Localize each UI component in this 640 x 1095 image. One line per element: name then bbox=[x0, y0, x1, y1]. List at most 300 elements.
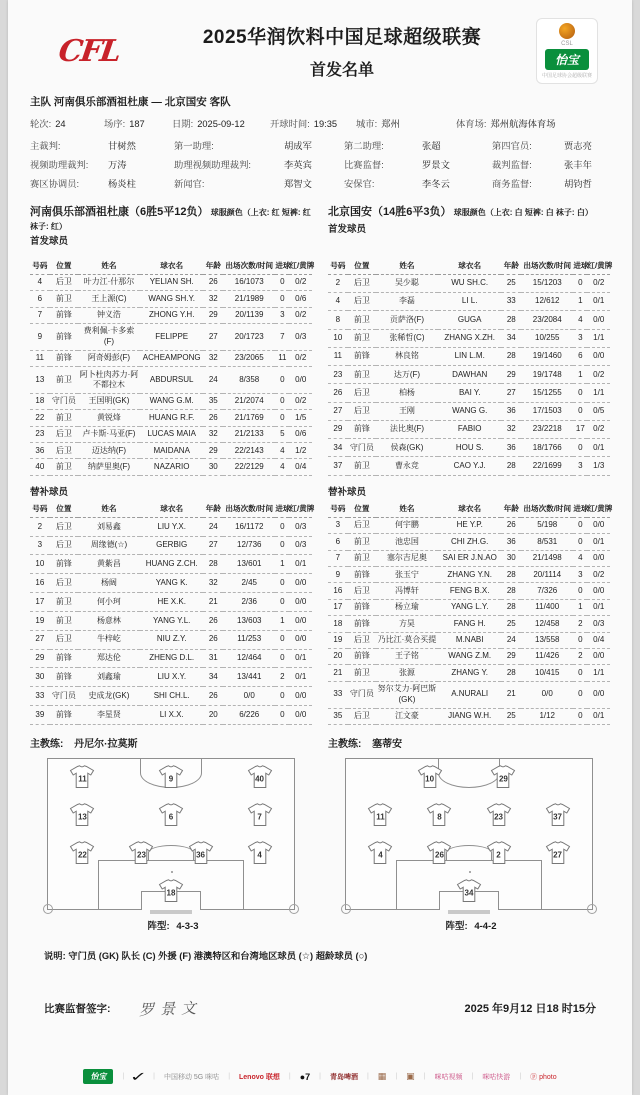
player-cell: YANG K. bbox=[140, 574, 203, 593]
player-cell: 12/736 bbox=[223, 536, 275, 555]
player-cell: 守门员 bbox=[50, 393, 78, 409]
player-cell: 前锋 bbox=[50, 350, 78, 366]
player-cell: 21 bbox=[203, 593, 223, 612]
corner-arc bbox=[43, 904, 53, 914]
player-cell: 前卫 bbox=[50, 459, 78, 475]
player-cell: 纳萨里奥(F) bbox=[78, 459, 140, 475]
jersey-icon: 7 bbox=[247, 803, 273, 827]
official-role: 助理视频助理裁判: bbox=[174, 160, 251, 170]
player-cell: 何宇鹏 bbox=[376, 517, 438, 533]
player-cell: 2 bbox=[328, 274, 348, 292]
player-cell: 0 bbox=[573, 517, 587, 533]
info-pair: 体育场: 郑州航海体育场 bbox=[456, 119, 556, 129]
player-cell: 0 bbox=[275, 410, 289, 426]
player-cell: 0/6 bbox=[289, 426, 312, 442]
csl-ball-icon bbox=[559, 23, 575, 39]
sponsor-logo: 咪咕快游 bbox=[482, 1073, 511, 1081]
player-cell: LUCAS MAIA bbox=[140, 426, 203, 442]
player-cell: 8 bbox=[328, 311, 348, 329]
official-name: 甘树然 bbox=[108, 141, 136, 151]
player-cell: 4 bbox=[573, 550, 587, 566]
jersey-icon: 2 bbox=[486, 841, 512, 865]
player-cell: 20/1114 bbox=[521, 567, 573, 583]
player-cell: 10/255 bbox=[521, 329, 573, 347]
player-cell: 1 bbox=[573, 366, 587, 384]
player-cell: 2/45 bbox=[223, 574, 275, 593]
home-kit-colors: 球服颜色（上衣: 红 短裤: 红 袜子: 红） bbox=[30, 208, 311, 231]
player-cell: 0 bbox=[275, 630, 289, 649]
column-header: 出场次数/时间 bbox=[521, 501, 573, 518]
player-cell: 21/1498 bbox=[521, 550, 573, 566]
jersey-icon: 11 bbox=[367, 803, 393, 827]
player-cell: 0/0 bbox=[289, 593, 312, 612]
player-cell: 前卫 bbox=[348, 665, 376, 681]
player-cell: 11/253 bbox=[223, 630, 275, 649]
column-header: 姓名 bbox=[78, 501, 140, 518]
player-cell: HUANG R.F. bbox=[140, 410, 203, 426]
player-cell: SAI ER J.N.AO bbox=[438, 550, 501, 566]
official-name: 罗景文 bbox=[422, 160, 450, 170]
signature-label: 比赛监督签字: bbox=[44, 1002, 111, 1015]
player-cell: 26 bbox=[203, 630, 223, 649]
jersey-icon: 36 bbox=[188, 841, 214, 865]
penalty-spot bbox=[469, 871, 471, 873]
player-cell: 20/1723 bbox=[223, 323, 275, 350]
player-cell: 7 bbox=[275, 323, 289, 350]
player-cell: GERBIG bbox=[140, 536, 203, 555]
player-cell: 29 bbox=[30, 649, 50, 668]
jersey-icon: 4 bbox=[367, 841, 393, 865]
player-cell: 32 bbox=[203, 291, 223, 307]
sponsor-logo: ▣ bbox=[406, 1071, 415, 1082]
player-cell: 后卫 bbox=[348, 402, 376, 420]
jersey-icon: 40 bbox=[247, 765, 273, 789]
player-cell: 0 bbox=[573, 439, 587, 457]
player-cell: DAWHAN bbox=[438, 366, 501, 384]
player-cell: 后卫 bbox=[50, 426, 78, 442]
column-header: 年龄 bbox=[203, 501, 223, 518]
player-cell: 4 bbox=[30, 274, 50, 290]
official-role: 第一助理: bbox=[174, 141, 214, 151]
player-cell: 0 bbox=[275, 574, 289, 593]
player-cell: 0 bbox=[573, 274, 587, 292]
player-cell: 15/1255 bbox=[521, 384, 573, 402]
player-cell: 26 bbox=[203, 274, 223, 290]
sponsor-separator: | bbox=[228, 1073, 231, 1081]
player-cell: 26 bbox=[328, 384, 348, 402]
player-cell: 1 bbox=[573, 293, 587, 311]
player-cell: 17 bbox=[30, 593, 50, 612]
away-kit-colors: 球服颜色（上衣: 白 短裤: 白 袜子: 白） bbox=[453, 208, 593, 217]
column-header: 红/黄牌 bbox=[289, 501, 312, 518]
player-cell: FELIPPE bbox=[140, 323, 203, 350]
goal bbox=[448, 910, 490, 914]
player-cell: 19 bbox=[328, 632, 348, 648]
sponsor-logo: ✓ bbox=[129, 1068, 148, 1084]
player-cell: 1 bbox=[275, 611, 289, 630]
jersey-icon: 8 bbox=[426, 803, 452, 827]
player-row bbox=[328, 632, 610, 648]
official-name: 张丰年 bbox=[564, 160, 592, 170]
player-row bbox=[30, 459, 312, 475]
player-cell: 35 bbox=[203, 393, 223, 409]
jersey-icon: 11 bbox=[69, 765, 95, 789]
player-cell: 前锋 bbox=[50, 307, 78, 323]
supervisor-signature: 罗景文 bbox=[138, 998, 202, 1020]
player-cell: 21 bbox=[501, 681, 521, 708]
player-cell: YANG Y.L. bbox=[140, 611, 203, 630]
player-cell: 前卫 bbox=[348, 550, 376, 566]
away-formation-value: 4-4-2 bbox=[474, 920, 497, 932]
home-pitch bbox=[47, 758, 295, 910]
jersey-icon: 4 bbox=[247, 841, 273, 865]
player-cell: 22/1699 bbox=[521, 457, 573, 475]
player-cell: 张玉宁 bbox=[376, 567, 438, 583]
player-row bbox=[30, 274, 312, 290]
player-cell: 史成龙(GK) bbox=[78, 687, 140, 706]
player-cell: 前锋 bbox=[50, 555, 78, 574]
player-row bbox=[328, 311, 610, 329]
player-cell: 17 bbox=[573, 420, 587, 438]
player-cell: HUANG Z.CH. bbox=[140, 555, 203, 574]
away-starters-label: 首发球员 bbox=[328, 223, 367, 235]
player-row bbox=[328, 599, 610, 615]
player-cell: 黄锐烽 bbox=[78, 410, 140, 426]
player-row bbox=[328, 517, 610, 533]
player-cell: 杨意林 bbox=[78, 611, 140, 630]
player-cell: 2 bbox=[275, 668, 289, 687]
player-cell: A.NURALI bbox=[438, 681, 501, 708]
player-cell: 28 bbox=[501, 583, 521, 599]
official-name: 李冬云 bbox=[422, 179, 450, 189]
player-cell: 18 bbox=[30, 393, 50, 409]
formation-label: 阵型: bbox=[445, 920, 468, 932]
jersey-icon: 34 bbox=[456, 879, 482, 903]
player-cell: 前卫 bbox=[348, 457, 376, 475]
player-cell: 前锋 bbox=[50, 705, 78, 724]
sponsor-separator: | bbox=[423, 1073, 426, 1081]
player-cell: 前卫 bbox=[348, 534, 376, 550]
player-cell: 后卫 bbox=[50, 536, 78, 555]
player-cell: 11/400 bbox=[521, 599, 573, 615]
player-cell: 36 bbox=[30, 443, 50, 459]
player-cell: 19/1748 bbox=[521, 366, 573, 384]
player-cell: 6/226 bbox=[223, 705, 275, 724]
player-cell: 0/3 bbox=[289, 323, 312, 350]
player-cell: 后卫 bbox=[50, 630, 78, 649]
info-pair: 轮次: 24 bbox=[30, 119, 66, 129]
player-cell: 0/5 bbox=[587, 402, 610, 420]
player-cell: FENG B.X. bbox=[438, 583, 501, 599]
starters-tables bbox=[30, 258, 613, 476]
home-formation-value: 4-3-3 bbox=[176, 920, 199, 932]
player-row bbox=[30, 307, 312, 323]
column-header: 红/黄牌 bbox=[587, 501, 610, 518]
player-cell: 35 bbox=[328, 708, 348, 724]
player-cell: 0/0 bbox=[289, 630, 312, 649]
player-cell: 30 bbox=[30, 668, 50, 687]
player-cell: HE X.K. bbox=[140, 593, 203, 612]
player-cell: ZHENG D.L. bbox=[140, 649, 203, 668]
player-cell: 后卫 bbox=[348, 583, 376, 599]
home-starters-table bbox=[30, 258, 315, 476]
match-info-row bbox=[30, 116, 610, 130]
player-row bbox=[328, 384, 610, 402]
player-cell: 1/12 bbox=[521, 708, 573, 724]
player-row bbox=[328, 616, 610, 632]
player-cell: 29 bbox=[203, 307, 223, 323]
player-cell: 0/0 bbox=[289, 574, 312, 593]
sponsor-separator: | bbox=[319, 1073, 321, 1081]
player-cell: 0 bbox=[275, 536, 289, 555]
player-cell: 0/0 bbox=[587, 681, 610, 708]
away-coach bbox=[328, 735, 610, 750]
player-cell: CAO Y.J. bbox=[438, 457, 501, 475]
player-cell: 0/1 bbox=[587, 439, 610, 457]
player-cell: 13/441 bbox=[223, 668, 275, 687]
info-pair: 场序: 187 bbox=[104, 119, 145, 129]
player-cell: 曹永竞 bbox=[376, 457, 438, 475]
page-title: 2025华润饮料中国足球超级联赛 bbox=[202, 27, 482, 48]
player-cell: ZHANG X.ZH. bbox=[438, 329, 501, 347]
player-cell: 21/1769 bbox=[223, 410, 275, 426]
player-row bbox=[30, 687, 312, 706]
player-cell: LIU Y.X. bbox=[140, 517, 203, 536]
player-cell: 0/3 bbox=[289, 536, 312, 555]
player-cell: 3 bbox=[573, 567, 587, 583]
player-cell: 努尔艾力·阿巴斯(GK) bbox=[376, 681, 438, 708]
player-cell: NAZARIO bbox=[140, 459, 203, 475]
player-cell: 费利佩·卡多索(F) bbox=[78, 323, 140, 350]
table-header-row bbox=[30, 258, 312, 275]
jersey-icon: 26 bbox=[426, 841, 452, 865]
player-cell: 27 bbox=[501, 384, 521, 402]
player-cell: 后卫 bbox=[348, 632, 376, 648]
official-name: 郑智文 bbox=[284, 179, 312, 189]
sponsor-logo: ⓟ photo bbox=[530, 1073, 557, 1081]
player-cell: 0/2 bbox=[289, 274, 312, 290]
official-role: 商务监督: bbox=[492, 179, 532, 189]
sponsor-separator: | bbox=[519, 1073, 522, 1081]
column-header: 位置 bbox=[348, 258, 376, 275]
player-cell: 前卫 bbox=[348, 366, 376, 384]
player-cell: 0 bbox=[275, 291, 289, 307]
sponsor-separator: | bbox=[288, 1073, 291, 1081]
coach-row bbox=[30, 725, 610, 756]
player-cell: 0 bbox=[573, 402, 587, 420]
away-subs-table bbox=[328, 501, 613, 725]
player-cell: LIN L.M. bbox=[438, 347, 501, 365]
player-cell: 0 bbox=[275, 517, 289, 536]
player-cell: 6 bbox=[573, 347, 587, 365]
player-cell: 37 bbox=[328, 457, 348, 475]
player-cell: 塞尔吉尼奥 bbox=[376, 550, 438, 566]
player-cell: 12/458 bbox=[521, 616, 573, 632]
player-cell: 29 bbox=[328, 420, 348, 438]
player-cell: WANG G. bbox=[438, 402, 501, 420]
player-cell: 6 bbox=[328, 534, 348, 550]
player-cell: 前卫 bbox=[348, 311, 376, 329]
player-cell: 侯森(GK) bbox=[376, 439, 438, 457]
table-header-row bbox=[328, 258, 610, 275]
player-row bbox=[30, 630, 312, 649]
official-role: 视频助理裁判: bbox=[30, 160, 89, 170]
player-cell: 黄紫昌 bbox=[78, 555, 140, 574]
away-formation bbox=[328, 758, 610, 932]
player-cell: 杨阔 bbox=[78, 574, 140, 593]
player-cell: 0/1 bbox=[289, 668, 312, 687]
player-cell: 13/603 bbox=[223, 611, 275, 630]
home-formation-label bbox=[144, 918, 199, 932]
player-row bbox=[30, 649, 312, 668]
sponsor-separator: | bbox=[471, 1073, 474, 1081]
player-cell: 34 bbox=[501, 329, 521, 347]
column-header: 位置 bbox=[50, 501, 78, 518]
player-cell: 25 bbox=[501, 274, 521, 292]
player-cell: 0 bbox=[275, 705, 289, 724]
sponsor-logo: 咪咕视频 bbox=[434, 1073, 463, 1081]
sponsor-separator: | bbox=[395, 1073, 398, 1081]
player-row bbox=[30, 367, 312, 394]
player-cell: 前卫 bbox=[348, 329, 376, 347]
player-cell: 0/0 bbox=[223, 687, 275, 706]
sponsor-logo: 中国移动 5G 咪咕 bbox=[163, 1073, 220, 1081]
player-cell: 26 bbox=[501, 517, 521, 533]
jersey-icon: 22 bbox=[69, 841, 95, 865]
player-cell: 0/1 bbox=[587, 534, 610, 550]
player-cell: WU SH.C. bbox=[438, 274, 501, 292]
player-cell: 前卫 bbox=[50, 410, 78, 426]
player-cell: 前锋 bbox=[50, 323, 78, 350]
player-cell: 方昊 bbox=[376, 616, 438, 632]
home-subs-table bbox=[30, 501, 315, 725]
player-cell: 后卫 bbox=[50, 274, 78, 290]
yibao-subtext: 中国足球协会超级联赛 bbox=[541, 73, 592, 79]
player-cell: 7/326 bbox=[521, 583, 573, 599]
player-cell: 10 bbox=[30, 555, 50, 574]
player-cell: 10 bbox=[328, 329, 348, 347]
player-cell: 0/1 bbox=[587, 708, 610, 724]
player-cell: 1/3 bbox=[587, 457, 610, 475]
player-cell: 27 bbox=[203, 323, 223, 350]
player-cell: 4 bbox=[328, 293, 348, 311]
player-row bbox=[30, 668, 312, 687]
official-role: 第四官员: bbox=[492, 141, 532, 151]
player-cell: 王刚 bbox=[376, 402, 438, 420]
player-cell: 牛梓屹 bbox=[78, 630, 140, 649]
player-cell: 18 bbox=[328, 616, 348, 632]
player-cell: MAIDANA bbox=[140, 443, 203, 459]
player-cell: 16/1172 bbox=[223, 517, 275, 536]
player-row bbox=[30, 574, 312, 593]
player-row bbox=[30, 611, 312, 630]
away-team-header bbox=[328, 204, 610, 252]
player-cell: 28 bbox=[501, 311, 521, 329]
official-name: 贾志亮 bbox=[564, 141, 592, 151]
sponsor-logo: ▦ bbox=[377, 1071, 387, 1082]
info-pair: 日期: 2025-09-12 bbox=[172, 119, 245, 129]
player-cell: 0 bbox=[573, 708, 587, 724]
player-row bbox=[30, 291, 312, 307]
player-cell: 17/1503 bbox=[521, 402, 573, 420]
player-row bbox=[328, 366, 610, 384]
player-cell: 30 bbox=[501, 550, 521, 566]
player-cell: 乃比江·莫合买提 bbox=[376, 632, 438, 648]
header bbox=[30, 18, 610, 84]
player-cell: 0/0 bbox=[289, 705, 312, 724]
official-role: 新闻官: bbox=[174, 179, 205, 189]
player-cell: 0 bbox=[275, 274, 289, 290]
player-cell: 0/3 bbox=[289, 517, 312, 536]
away-starters-table bbox=[328, 258, 613, 476]
jersey-icon: 13 bbox=[69, 803, 95, 827]
yibao-mark: 怡宝 bbox=[545, 49, 589, 70]
official-name: 杨炎柱 bbox=[108, 179, 136, 189]
team-headers bbox=[30, 200, 610, 258]
page-subtitle: 首发名单 bbox=[309, 62, 374, 79]
player-cell: 0/0 bbox=[587, 583, 610, 599]
player-cell: 叶力江·什那尔 bbox=[78, 274, 140, 290]
away-pitch bbox=[345, 758, 593, 910]
player-cell: 36 bbox=[501, 402, 521, 420]
player-cell: 36 bbox=[501, 534, 521, 550]
player-cell: 31 bbox=[203, 649, 223, 668]
player-cell: 0/0 bbox=[521, 681, 573, 708]
player-cell: 20 bbox=[203, 705, 223, 724]
player-cell: 前卫 bbox=[50, 611, 78, 630]
player-cell: 8/531 bbox=[521, 534, 573, 550]
player-cell: 何小珂 bbox=[78, 593, 140, 612]
player-cell: 3 bbox=[573, 329, 587, 347]
player-cell: 刘鑫瑜 bbox=[78, 668, 140, 687]
player-cell: ZHANG Y. bbox=[438, 665, 501, 681]
jersey-icon: 23 bbox=[128, 841, 154, 865]
player-cell: YANG L.Y. bbox=[438, 599, 501, 615]
player-cell: 19 bbox=[30, 611, 50, 630]
player-cell: 17 bbox=[328, 599, 348, 615]
player-cell: 34 bbox=[328, 439, 348, 457]
official-name: 李英宾 bbox=[284, 160, 312, 170]
player-cell: 28 bbox=[501, 567, 521, 583]
player-cell: 0/2 bbox=[587, 366, 610, 384]
player-cell: 11 bbox=[275, 350, 289, 366]
player-cell: 15/1203 bbox=[521, 274, 573, 292]
player-cell: 2 bbox=[30, 517, 50, 536]
player-row bbox=[328, 648, 610, 664]
player-cell: 16 bbox=[30, 574, 50, 593]
official-name: 胡钧哲 bbox=[564, 179, 592, 189]
sponsor-separator: | bbox=[153, 1073, 155, 1081]
player-cell: 后卫 bbox=[348, 293, 376, 311]
player-row bbox=[30, 426, 312, 442]
player-cell: 前锋 bbox=[348, 616, 376, 632]
player-row bbox=[30, 705, 312, 724]
player-cell: 冯博轩 bbox=[376, 583, 438, 599]
player-cell: 郑达伦 bbox=[78, 649, 140, 668]
player-cell: 3 bbox=[573, 457, 587, 475]
sponsor-logo: Lenovo 联想 bbox=[239, 1073, 280, 1081]
player-cell: 32 bbox=[203, 574, 223, 593]
player-cell: 前卫 bbox=[50, 367, 78, 394]
officials-grid bbox=[30, 138, 610, 200]
player-cell: 前锋 bbox=[348, 347, 376, 365]
player-cell: 29 bbox=[501, 648, 521, 664]
player-cell: 0/1 bbox=[289, 555, 312, 574]
player-cell: 20/1139 bbox=[223, 307, 275, 323]
formation-diagrams bbox=[30, 756, 610, 932]
goal bbox=[150, 910, 192, 914]
player-cell: 39 bbox=[30, 705, 50, 724]
